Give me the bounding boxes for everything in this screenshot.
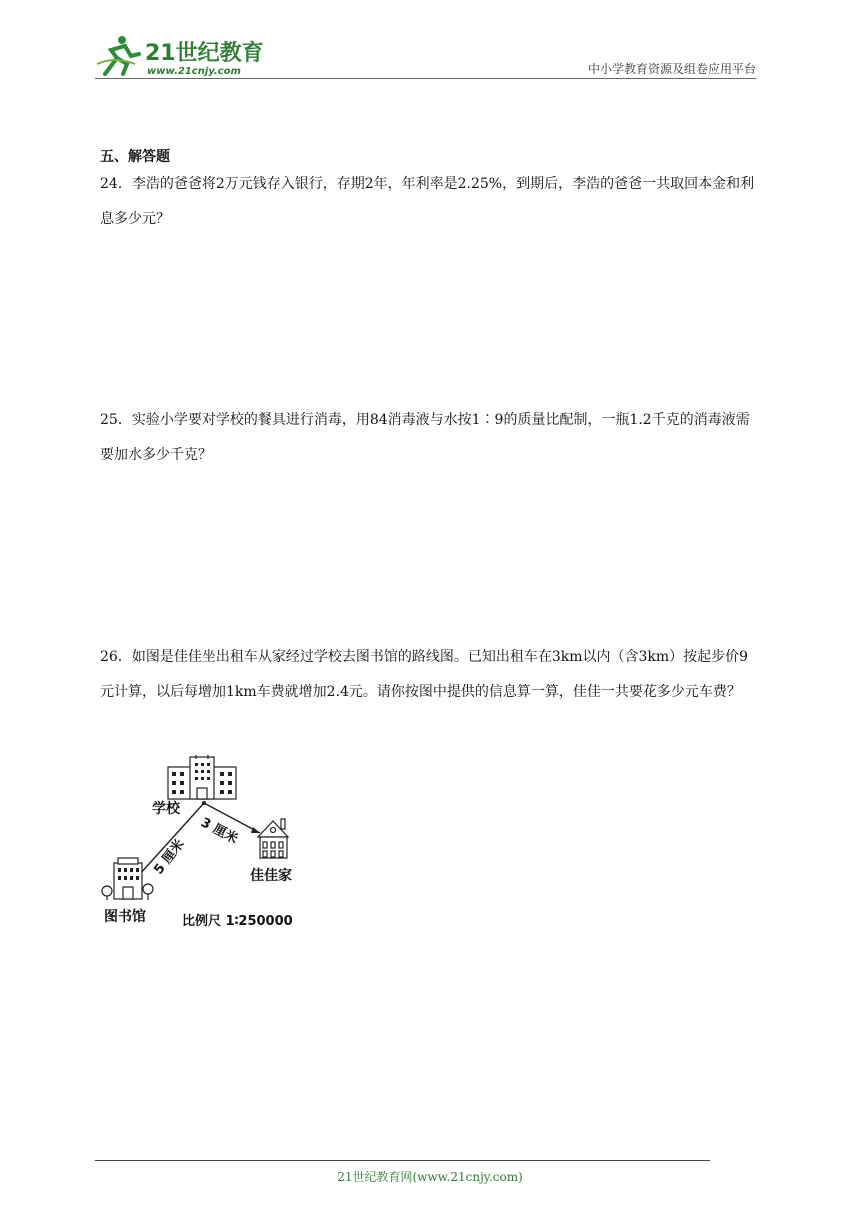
school-building-icon [168,755,236,799]
library-label: 图书馆 [104,909,146,925]
distance-home-school: 3 厘米 [198,815,241,848]
footer-divider [95,1160,710,1161]
home-building-icon [258,819,288,858]
question-26: 26．如图是佳佳坐出租车从家经过学校去图书馆的路线图。已知出租车在3km以内（含3km）按起步价9元计算，以后每增加1km车费就增加2.4元。请你按图中提供的信息算一算，佳佳一共要花多少元车费？ [100,649,749,700]
home-label: 佳佳家 [250,868,292,884]
section-title: 五、解答题 [100,149,170,165]
school-point [202,801,206,805]
scale-label: 比例尺 1∶250000 [182,914,293,929]
route-arrow-home [251,827,260,833]
footer-site-link[interactable]: 21世纪教育网(www.21cnjy.com) [337,1170,523,1184]
header-slogan: 中小学教育资源及组卷应用平台 [587,62,756,76]
logo-text: 21世纪教育 [145,41,264,66]
school-label: 学校 [152,801,180,817]
logo-url: www.21cnjy.com [147,66,241,77]
question-24: 24．李浩的爸爸将2万元钱存入银行，存期2年，年利率是2.25%，到期后，李浩的爸爸一共取回本金和利息多少元？ [100,176,755,227]
header-divider [95,78,756,79]
question-25: 25．实验小学要对学校的餐具进行消毒，用84消毒液与水按1∶9的质量比配制，一瓶1.2千克的消毒液需要加水多少千克？ [100,412,750,463]
site-logo [95,34,265,78]
library-building-icon [102,858,153,900]
runner-logo-icon [97,36,139,74]
distance-school-library: 5 厘米 [151,837,188,878]
route-map-diagram [100,755,315,935]
